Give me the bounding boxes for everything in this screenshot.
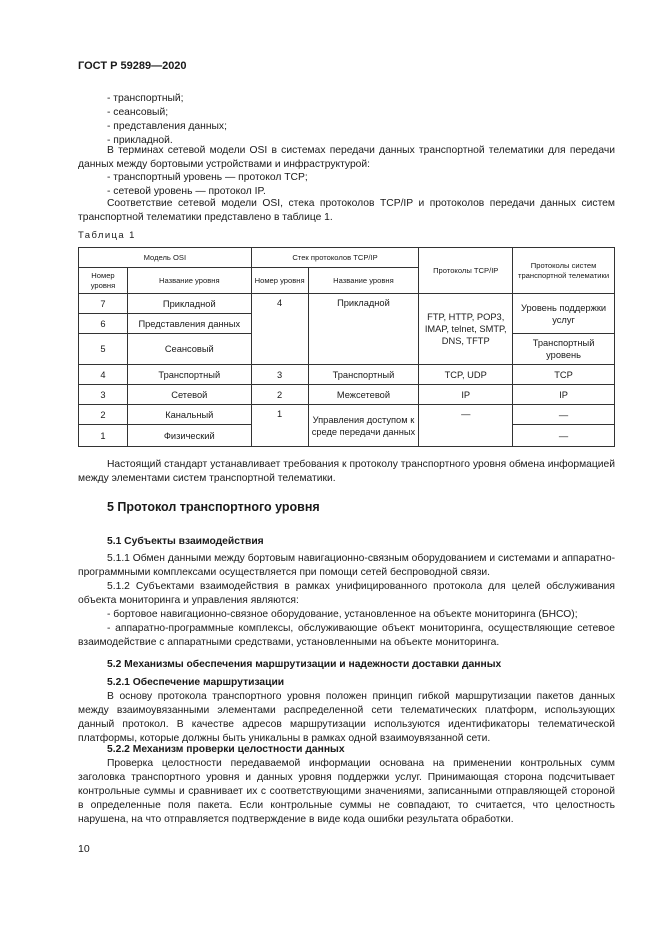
table-row (79, 365, 615, 385)
list-item: - сетевой уровень — протокол IP. (107, 186, 266, 197)
list-item: - представления данных; (107, 121, 227, 132)
paragraph-standard-scope: Настоящий стандарт устанавливает требования к протоколу транспортного уровня обмена информацией между элементами систем транспортной телематики. (78, 459, 615, 484)
cell-level-name: Прикладной (127, 294, 251, 314)
cell-system-link-protocol: — (513, 425, 615, 447)
table-row (79, 294, 615, 314)
cell-tcpip-link-protocols: — (419, 405, 513, 447)
cell-stack-number: 4 (251, 294, 308, 365)
cell-level-number: 3 (79, 385, 128, 405)
page-number: 10 (78, 843, 90, 855)
cell-stack-name: Управления доступом к среде передачи данных (308, 405, 419, 447)
list-item: - сеансовый; (107, 107, 169, 118)
cell-system-network-protocol: IP (513, 385, 615, 405)
section-5-title: 5 Протокол транспортного уровня (107, 500, 320, 514)
cell-level-number: 2 (79, 405, 128, 425)
section-5-2-title: 5.2 Механизмы обеспечения маршрутизации и надежности доставки данных (107, 659, 502, 670)
paragraph-5-2-2: Проверка целостности передаваемой информации основана на применении контрольных сумм заголовка транспортного уровня и данных уровня поддержки услуг. Принимающая сторона подсчитывает контрольные суммы и сравнивает их с соответствующими значениями, записанными отправляющей стороной в определенные поля пакета. Если контрольные суммы не совпадают, то считается, что целостность нарушена, на что отправляется подтверждение в виде кода ошибки результата обработки. (78, 758, 615, 825)
paragraph-5-1-1: 5.1.1 Обмен данными между бортовым навигационно-связным оборудованием и системами и аппаратно-программными комплексами осуществляется при помощи сетей беспроводной связи. (78, 553, 615, 578)
cell-stack-name: Прикладной (308, 294, 419, 365)
header-level-name: Название уровня (127, 268, 251, 294)
cell-tcpip-transport-protocols: TCP, UDP (419, 365, 513, 385)
list-item: - прикладной. (107, 135, 173, 146)
cell-level-name: Физический (127, 425, 251, 447)
cell-level-number: 1 (79, 425, 128, 447)
cell-tcpip-app-protocols: FTP, HTTP, POP3, IMAP, telnet, SMTP, DNS, TFTP (419, 294, 513, 365)
paragraph-5-1-2: 5.1.2 Субъектами взаимодействия в рамках унифицированного протокола для целей обслуживания объекта мониторинга и управления являются: (78, 581, 615, 606)
document-id: ГОСТ Р 59289—2020 (78, 60, 187, 72)
header-level-number: Номер уровня (79, 268, 128, 294)
list-item: - бортовое навигационно-связное оборудование, установленное на объекте мониторинга (БНСО); (107, 609, 578, 620)
cell-level-number: 5 (79, 334, 128, 365)
cell-stack-number: 2 (251, 385, 308, 405)
list-item: - транспортный уровень — протокол TCP; (107, 172, 308, 183)
section-5-2-1-title: 5.2.1 Обеспечение маршрутизации (107, 677, 285, 688)
header-osi: Модель OSI (79, 248, 252, 268)
cell-level-name: Транспортный (127, 365, 251, 385)
cell-system-link-protocol: — (513, 405, 615, 425)
header-stack-number: Номер уровня (251, 268, 308, 294)
section-5-1-title: 5.1 Субъекты взаимодействия (107, 536, 264, 547)
cell-level-number: 4 (79, 365, 128, 385)
cell-level-number: 6 (79, 314, 128, 334)
table-row (79, 405, 615, 425)
cell-level-name: Представления данных (127, 314, 251, 334)
cell-stack-number: 1 (251, 405, 308, 447)
paragraph-5-2-1: В основу протокола транспортного уровня положен принцип гибкой маршрутизации пакетов данных между взаимоувязанными элементами распределенной сети телематических платформ, использующих данный протокол. В качестве адресов маршрутизации используются идентификаторы телематической платформы, которые должны быть уникальны в рамках одной взаимоувязанной сети. (78, 691, 615, 744)
cell-level-number: 7 (79, 294, 128, 314)
cell-system-support-level: Уровень поддержки услуг (513, 294, 615, 334)
paragraph-table-reference: Соответствие сетевой модели OSI, стека протоколов TCP/IP и протоколов передачи данных систем транспортной телематики представлено в таблице 1. (78, 198, 615, 223)
cell-system-transport-protocol: TCP (513, 365, 615, 385)
list-item: - транспортный; (107, 93, 184, 104)
table-row (79, 385, 615, 405)
cell-stack-name: Транспортный (308, 365, 419, 385)
cell-level-name: Сетевой (127, 385, 251, 405)
paragraph-osi-terms: В терминах сетевой модели OSI в системах передачи данных транспортной телематики для передачи данных между бортовыми устройствами и инфраструктурой: (78, 145, 615, 170)
cell-level-name: Сеансовый (127, 334, 251, 365)
header-system-protocols: Протоколы систем транспортной телематики (513, 248, 615, 294)
cell-stack-number: 3 (251, 365, 308, 385)
table-caption: Таблица 1 (78, 230, 136, 241)
cell-tcpip-network-protocols: IP (419, 385, 513, 405)
header-stack-name: Название уровня (308, 268, 419, 294)
list-item: - аппаратно-программные комплексы, обслуживающие объект мониторинга, осуществляющие сетевое взаимодействие с аппаратными средствами, установленными на объекте мониторинга. (78, 623, 615, 648)
cell-level-name: Канальный (127, 405, 251, 425)
cell-system-transport-level: Транспортный уровень (513, 334, 615, 365)
header-tcpip: Стек протоколов TCP/IP (251, 248, 419, 268)
osi-correspondence-table (78, 247, 615, 447)
header-tcpip-protocols: Протоколы TCP/IP (419, 248, 513, 294)
cell-stack-name: Межсетевой (308, 385, 419, 405)
section-5-2-2-title: 5.2.2 Механизм проверки целостности данных (107, 744, 345, 755)
